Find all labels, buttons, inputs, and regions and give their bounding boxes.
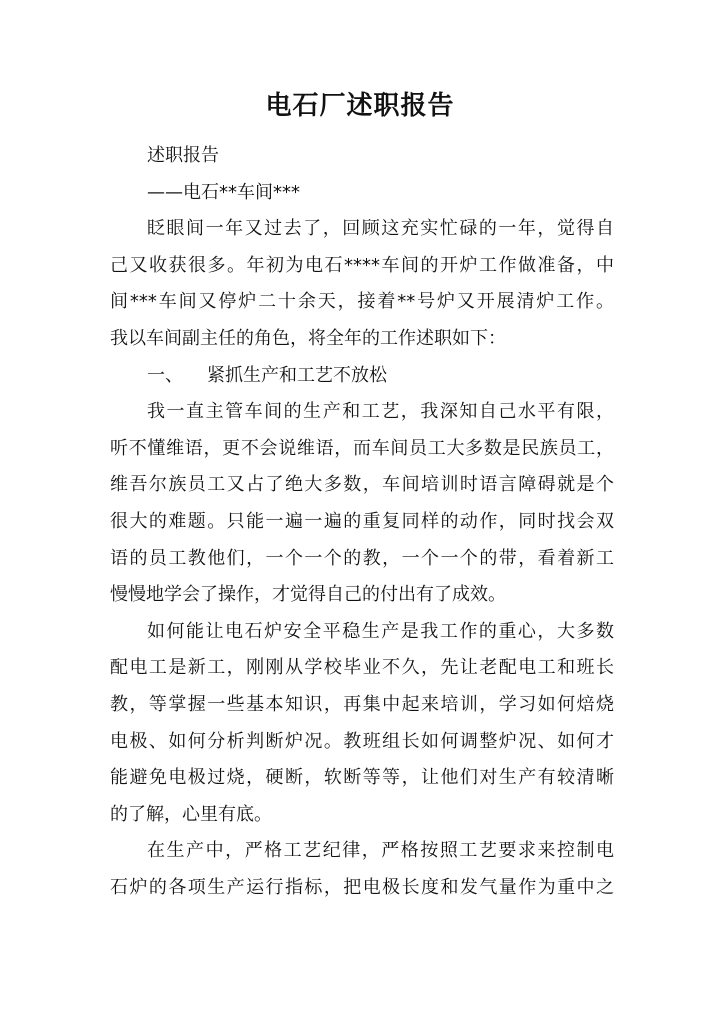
section-heading: [110, 358, 614, 395]
paragraph-line: 电极、如何分析判断炉况。教班组长如何调整炉况、如何才: [110, 730, 614, 752]
paragraph-line: 石炉的各项生产运行指标，把电极长度和发气量作为重中之: [110, 876, 614, 898]
paragraph-line: 听不懂维语，更不会说维语，而车间员工大多数是民族员工，: [110, 437, 614, 459]
paragraph-line: 己又收获很多。年初为电石****车间的开炉工作做准备，中: [110, 254, 614, 276]
paragraph-2: [110, 394, 614, 614]
paragraph-1: [110, 211, 614, 357]
byline: ——电石**车间***: [147, 181, 300, 203]
paragraph-line: 眨眼间一年又过去了，回顾这充实忙碌的一年，觉得自: [147, 218, 614, 240]
paragraph-line: 的了解，心里有底。: [110, 803, 272, 825]
subtitle: 述职报告: [147, 145, 219, 166]
paragraph-3: [110, 614, 614, 834]
paragraph-line: 间***车间又停炉二十余天，接着**号炉又开展清炉工作。: [110, 291, 614, 313]
paragraph-line: 在生产中，严格工艺纪律，严格按照工艺要求来控制电: [147, 840, 614, 862]
paragraph-line: 很大的难题。只能一遍一遍的重复同样的动作，同时找会双: [110, 510, 614, 532]
paragraph-4: [110, 833, 614, 906]
paragraph-line: 教，等掌握一些基本知识，再集中起来培训，学习如何焙烧: [110, 693, 614, 715]
paragraph-line: 维吾尔族员工又占了绝大多数，车间培训时语言障碍就是个: [110, 474, 614, 496]
paragraph-line: 我一直主管车间的生产和工艺，我深知自己水平有限，: [147, 401, 614, 423]
document-title: 电石厂述职报告: [265, 91, 455, 121]
paragraph-line: 我以车间副主任的角色，将全年的工作述职如下：: [110, 327, 506, 349]
paragraph-line: 配电工是新工，刚刚从学校毕业不久，先让老配电工和班长: [110, 657, 614, 679]
section-heading-text: 紧抓生产和工艺不放松: [207, 364, 387, 386]
paragraph-line: 如何能让电石炉安全平稳生产是我工作的重心，大多数: [147, 620, 614, 642]
paragraph-line: 慢慢地学会了操作，才觉得自己的付出有了成效。: [110, 584, 506, 606]
paragraph-line: 语的员工教他们，一个一个的教，一个一个的带，看着新工: [110, 547, 614, 569]
paragraph-line: 能避免电极过烧，硬断，软断等等，让他们对生产有较清晰: [110, 767, 614, 789]
document-body: [110, 138, 614, 906]
section-number: 一、: [147, 364, 183, 386]
